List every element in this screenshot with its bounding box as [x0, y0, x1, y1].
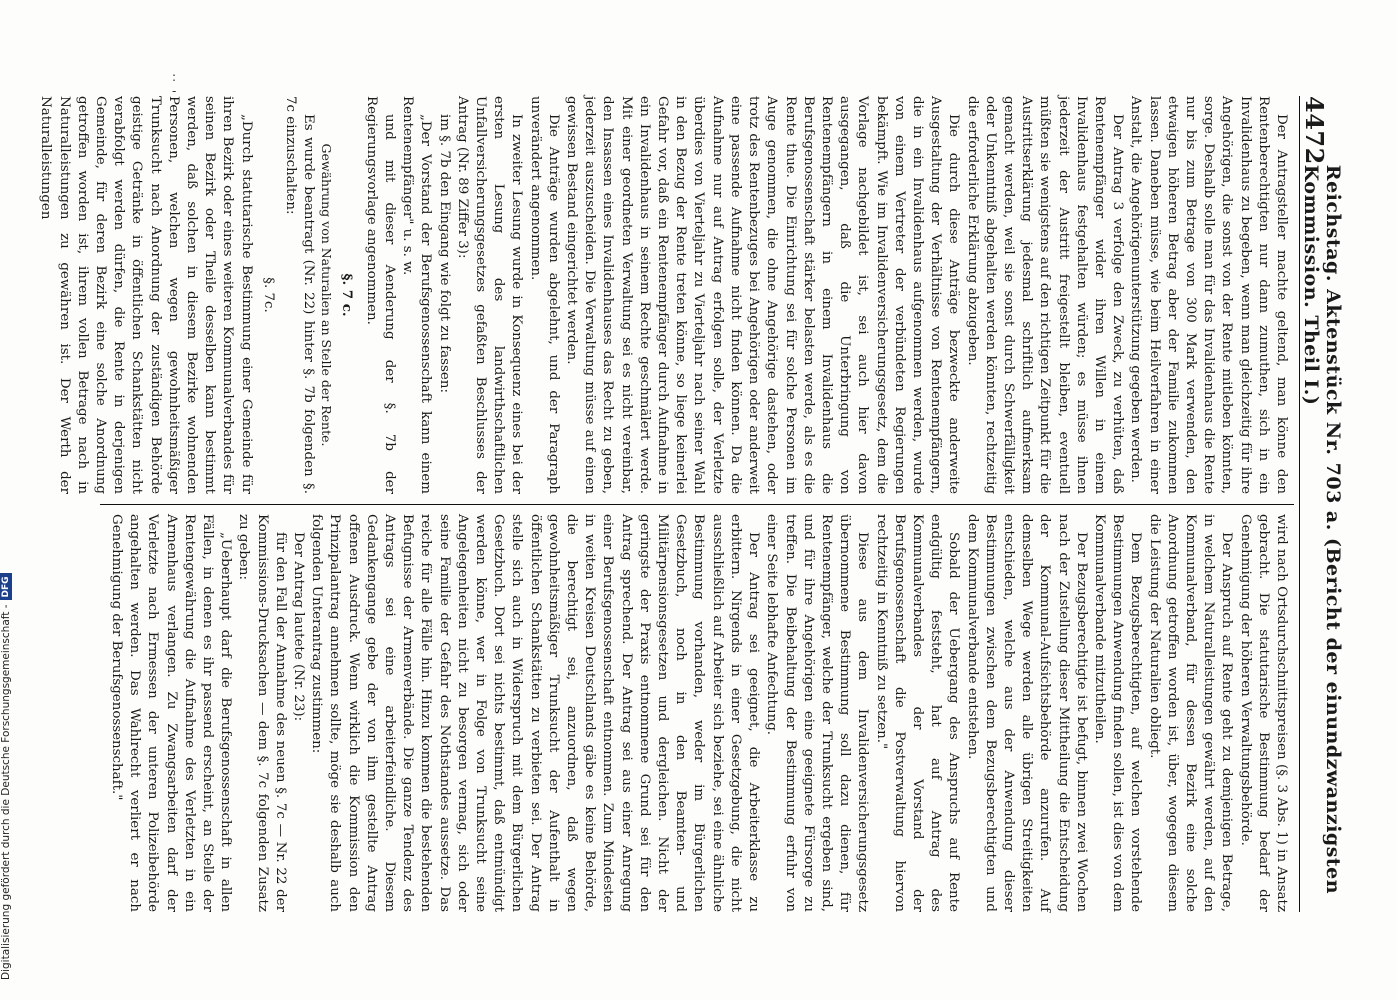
paragraph: Es wurde beantragt (Nr. 22) hinter §. 7b folgenden §. 7c einzuschalten:: [283, 96, 317, 494]
paragraph: Die Anträge wurden abgelehnt, und der Paragraph unverändert angenommen.: [527, 96, 561, 494]
paragraph: In zweiter Lesung wurde in Konsequenz eines bei der ersten Lesung des landwirthschaftlichen Unfallversicherungsgesetzes gefaßten Beschlusses der Antrag (Nr. 89 Ziffer 3):: [454, 96, 525, 494]
paragraph: Der Bezugsberechtigte ist befugt, binnen zwei Wochen nach der Zustellung dieser Mittheilung die Entscheidung der Kommunal-Aufsichtsbehörde anzurufen. Auf demselben Wege werden alle übrigen Streitigkeiten entschieden, welche aus der Anwendung dieser Bestimmungen zwischen dem Bezugsberechtigten und dem Kommunalverbande entstehen.: [964, 514, 1089, 912]
paragraph: wird nach Ortsdurchschnittspreisen (§. 3 Abs. 1) in Ansatz gebracht. Die statutarische Bestimmung bedarf der Genehmigung der höheren Verwaltungsbehörde.: [1237, 514, 1289, 912]
paragraph: „Ueberhaupt darf die Berufsgenossenschaft in allen Fällen, in denen es ihr passend erscheint, an Stelle der Rentengewährung die Aufnahme des Verletzten in ein Armenhaus verlangen. Zu Zwangsarbeiten darf der Verletzte nach Ermessen der unteren Polizeibehörde angehalten werden. Das Wahlrecht verliert er nach Genehmigung der Berufsgenossenschaft.": [109, 514, 234, 912]
paragraph: Der Antragsteller machte geltend, man könne den Rentenberechtigten nur dann zumuthen, sich in ein Invalidenhaus zu begeben, wenn man gleichzeitig für ihre Angehörigen, die sonst von der Rente mitleben könnten, sorge. Deshalb solle man für das Invalidenhaus die Rente nur bis zum Betrage von 300 Mark verwenden, den etwaigen höheren Betrag aber der Familie zukommen lassen. Daneben müsse, wie beim Heilverfahren in einer Anstalt, die Angehörigenunterstützung gegeben werden.: [1128, 96, 1289, 494]
column-rule: [100, 504, 1294, 505]
paragraph: „Der Vorstand der Berufsgenossenschaft kann einem Rentenempfänger" u. s. w.: [400, 96, 434, 494]
section-subtitle: Gewährung von Naturalien an Stelle der Rente.: [319, 143, 335, 447]
scanned-page: [38, 86, 1344, 922]
paragraph: Der Anspruch auf Rente geht zu demjenigen Betrage, in welchem Naturalleistungen gewährt werden, auf den Kommunalverband, für dessen Bezirk eine solche Anordnung getroffen worden ist, über, wogegen diesem die Leistung der Naturalien obliegt.: [1146, 514, 1235, 912]
paragraph: Die durch diese Anträge bezweckte anderweite Ausgestaltung der Verhältnisse von Rentenempfängern, die in ein Invalidenhaus aufgenommen werden, wurde von einem Vertreter der verbündeten Regierungen bekämpft. Wie im Invalidenversicherungsgesetz, dem die Vorlage nachgebildet ist, sei auch hier davon ausgegangen, daß die Unterbringung von Rentenempfängern in einem Invalidenhaus die Berufsgenossenschaft stärker belasten werde, als es die Rente thue. Die Einrichtung sei für solche Personen im Auge genommen, die ohne Angehörige dastehen, oder trotz des Rentenbezuges bei Angehörigen oder anderweit eine passende Aufnahme nicht finden können. Da die Aufnahme nur auf Antrag erfolgen solle, der Verletzte überdies von Vierteljahr zu Vierteljahr nach seiner Wahl in den Bezug der Rente treten könne, so liege keinerlei Gefahr vor, daß ein Rentenempfänger durch Aufnahme in ein Invalidenhaus in seinem Rechte geschmälert werde. Mit einer geordneten Verwaltung sei es nicht vereinbar, den Insassen eines Invalidenhauses das Recht zu geben, jederzeit auszuscheiden. Die Verwaltung müsse auf einen gewissen Bestand eingerichtet werden.: [564, 96, 962, 494]
header-rule: [1299, 96, 1300, 912]
section-heading: §. 7 c.: [338, 273, 355, 317]
paragraph: Diese aus dem Invalidenversicherungsgesetz übernommene Bestimmung soll dazu dienen, für Rentenempfänger, welche der Trunksucht ergeben sind, und für ihre Angehörigen eine geeignete Fürsorge zu treffen. Die Beibehaltung der Bestimmung erfuhr von einer Seite lebhafte Anfechtung.: [764, 514, 871, 912]
section-label: §. 7c.: [260, 277, 276, 313]
paragraph: und mit dieser Aenderung der §. 7b der Regierungsvorlage angenommen.: [363, 96, 398, 494]
paragraph: Sobald der Uebergang des Anspruchs auf Rente endgültig feststeht, hat auf Antrag des Kommunalverbandes der Vorstand der Berufsgenossenschaft die Postverwaltung hiervon rechtzeitig in Kenntniß zu setzen.": [873, 514, 962, 912]
credit-text: Digitalisierung gefördert durch die Deutsche Forschungsgemeinschaft -: [0, 604, 12, 980]
margin-mark: -: [172, 84, 177, 98]
paragraph: „Durch statutarische Bestimmung einer Gemeinde für ihren Bezirk oder eines weiteren Kommunalverbandes für seinen Bezirk oder Theile desselben kann bestimmt werden, daß solchen in diesem Bezirke wohnenden Personen, welchen wegen gewohnheitsmäßiger Trunksucht nach Anordnung der zuständigen Behörde geistige Getränke in öffentlichen Schankstätten nicht verabfolgt werden dürfen, die Rente in derjenigen Gemeinde, für deren Bezirk eine solche Anordnung getroffen worden ist, ihrem vollen Betrage nach in Naturalleistungen zu gewähren ist. Der Werth der Naturalleistungen: [38, 96, 254, 494]
page-title: Reichstag. Aktenstück Nr. 703 a. (Bericht der einundzwanzigsten Kommission. Theil I.): [1300, 164, 1344, 895]
digitization-credit: [0, 20, 12, 980]
paragraph: Der Antrag lautete (Nr. 23):: [291, 532, 307, 722]
page-content: [38, 86, 1344, 922]
paragraph: für den Fall der Annahme des neuen §. 7c — Nr. 22 der Kommissions-Drucksachen — dem §. 7c folgenden Zusatz zu geben:: [236, 514, 288, 912]
page-header: [1300, 96, 1344, 912]
paragraph: im §. 7b den Eingang wie folgt zu fassen:: [436, 114, 452, 393]
sidebar: [0, 0, 30, 1000]
page-number: 4472: [1300, 96, 1329, 165]
paragraph: Der Antrag sei geeignet, die Arbeiterklasse zu erbittern. Nirgends in einer Gesetzgebung, die nicht ausschließlich auf Arbeiter sich beziehe, sei eine ähnliche Bestimmung vorhanden, weder im Bürgerlichen Gesetzbuch, noch in den Beamten- und Militärpensionsgesetzen und dergleichen. Nicht der geringste der Praxis entnommene Grund sei für den Antrag sprechend. Der Antrag sei aus einer Anregung einer Berufsgenossenschaft entnommen. Zum Mindesten in weiten Kreisen Deutschlands gäbe es keine Behörde, die berechtigt sei, anzuordnen, daß wegen gewohnheitsmäßiger Trunksucht der Aufenthalt in öffentlichen Schankstätten zu verbieten sei. Der Antrag stelle sich auch in Widerspruch mit dem Bürgerlichen Gesetzbuch. Dort sei nichts bestimmt, daß entmündigt werden könne, wer in Folge von Trunksucht seine Angelegenheiten nicht zu besorgen vermag, sich oder seine Familie der Gefahr des Nothstandes aussetze. Das reiche für alle Fälle hin. Hinzu kommen die bestehenden Befugnisse der Armenverbände. Die ganze Tendenz des Antrags sei eine arbeiterfeindliche. Diesem Gedankengange gebe der von ihm gestellte Antrag offenen Ausdruck. Wenn wirklich die Kommission den Prinzipalantrag annehmen sollte, möge sie deshalb auch folgenden Unterantrag zustimmen:: [309, 514, 762, 912]
right-column: [106, 514, 1290, 912]
left-column: [38, 96, 1290, 494]
margin-mark: :: [172, 70, 177, 84]
dfg-logo: DFG: [0, 573, 12, 600]
paragraph: Der Antrag 3 verfolge den Zweck, zu verhüten, daß Rentenempfänger wider ihren Willen in einem Invalidenhaus festgehalten würden; es müsse ihnen jederzeit der Austritt freigestellt bleiben, eventuell müßten sie wenigstens auf den richtigen Zeitpunkt für die Austrittserklärung jedesmal schriftlich aufmerksam gemacht werden, weil sie sonst durch Schwerfälligkeit oder Unkenntniß abgehalten werden könnten, rechtzeitig die erforderliche Erklärung abzugeben.: [964, 96, 1126, 494]
paragraph: Dem Bezugsberechtigten, auf welchen vorstehende Bestimmungen Anwendung finden sollen, ist dies von dem Kommunalverbande mitzutheilen.: [1091, 514, 1144, 912]
